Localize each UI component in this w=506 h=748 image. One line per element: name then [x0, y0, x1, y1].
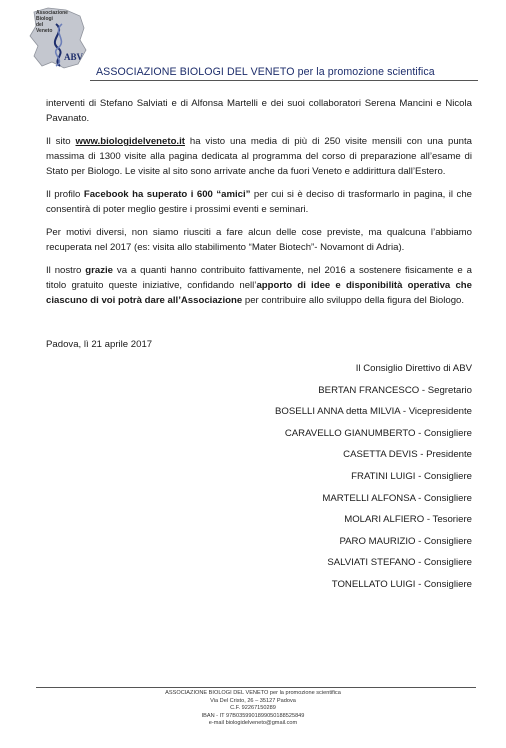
- footer-divider: [36, 687, 476, 688]
- website-link[interactable]: www.biologidelveneto.it: [75, 136, 185, 147]
- signatory: BOSELLI ANNA detta MILVIA - Vicepresidente: [275, 406, 472, 418]
- logo-caption: Associazione Biologi del Veneto: [36, 10, 68, 34]
- signatory-heading: Il Consiglio Direttivo di ABV: [355, 363, 472, 374]
- paragraph-4: Per motivi diversi, non siamo riusciti a fare alcun delle cose previste, ma qualcuna l’abbiamo recuperata nel 2017 (es: visita allo stabilimento “Mater Biotech”- Novamont di Adria).: [46, 227, 472, 253]
- header-divider: [90, 80, 478, 81]
- signatory: PARO MAURIZIO - Consigliere: [339, 535, 472, 547]
- signatory: TONELLATO LUIGI - Consigliere: [331, 578, 472, 590]
- signatory: BERTAN FRANCESCO - Segretario: [318, 384, 472, 396]
- letterhead-title: ASSOCIAZIONE BIOLOGI DEL VENETO per la promozione scientifica: [96, 66, 435, 78]
- letter-date: Padova, lì 21 aprile 2017: [46, 339, 153, 350]
- signatory: MARTELLI ALFONSA - Consigliere: [322, 492, 472, 504]
- paragraph-2: Il sito www.biologidelveneto.it ha visto una media di più di 250 visite mensili con una punta massima di 1300 visite alla pagina dedicata al programma del corso di preparazione all’esame di Stato per Biologo. Le visite al sito sono arrivate anche da fuori Veneto e addirittura dall’Estero.: [46, 136, 473, 177]
- signatory: CASETTA DEVIS - Presidente: [343, 449, 472, 461]
- signatory: MOLARI ALFIERO - Tesoriere: [344, 514, 472, 526]
- signatory: CARAVELLO GIANUMBERTO - Consigliere: [284, 427, 472, 439]
- logo-abv: ABV: [64, 52, 84, 62]
- paragraph-5: Il nostro grazie va a quanti hanno contribuito fattivamente, nel 2016 a sostenere fisicamente e a titolo gratuito queste iniziative, confidando nell’apporto di idee e disponibilità operativa che ciascuno di voi potrà dare all’Associazione per contribuire allo sviluppo della figura del Biologo.: [46, 265, 472, 306]
- signatories-list: [275, 358, 472, 596]
- letter-body: [46, 96, 472, 316]
- letterhead-footer: ASSOCIAZIONE BIOLOGI DEL VENETO per la promozione scientifica Via Del Cristo, 26 – 35127 Padova C.F. 92267150289 IBAN - IT 97B0359901899050188525849 e-mail biologidelveneto@gmail.com: [0, 690, 506, 728]
- signatory: SALVIATI STEFANO - Consigliere: [327, 557, 472, 569]
- footer-email: e-mail biologidelveneto@gmail.com: [208, 720, 298, 727]
- paragraph-1: interventi di Stefano Salviati e di Alfonsa Martelli e dei suoi collaboratori Serena Mancini e Nicola Pavanato.: [46, 98, 472, 124]
- paragraph-3: Il profilo Facebook ha superato i 600 “amici” per cui si è deciso di trasformarlo in pagina, il che consentirà di poter meglio gestire i prossimi eventi e seminari.: [46, 189, 472, 215]
- signatory: FRATINI LUIGI - Consigliere: [351, 470, 472, 482]
